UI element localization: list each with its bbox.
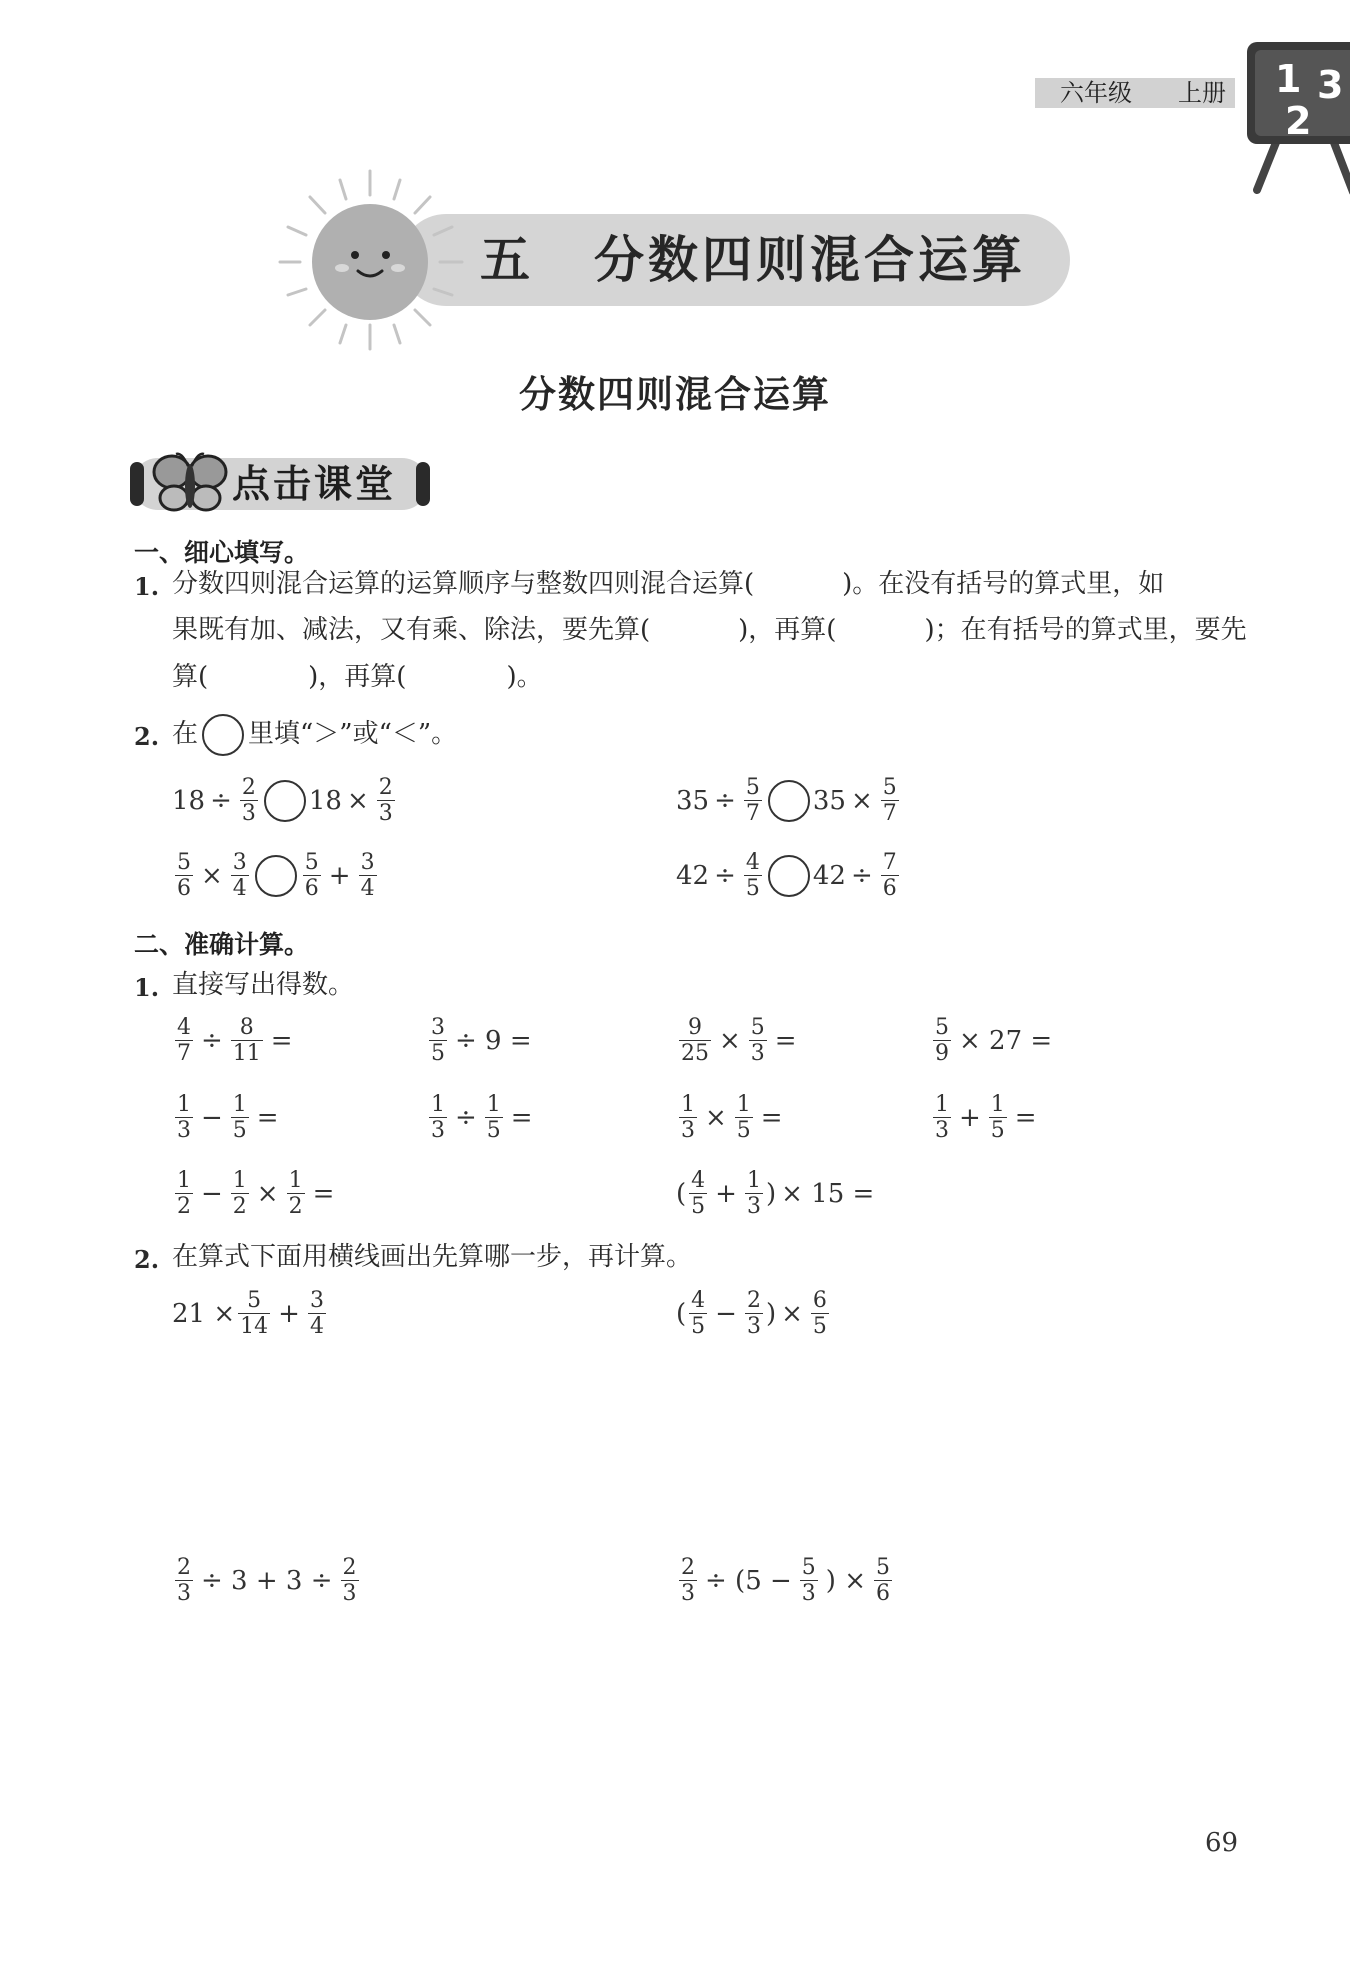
direct-q-text: 直接写出得数。 bbox=[172, 970, 355, 1000]
operator: × bbox=[201, 860, 223, 891]
numerator: 3 bbox=[232, 850, 247, 875]
fraction bbox=[679, 1555, 697, 1606]
operator: ÷ bbox=[850, 860, 873, 891]
fraction bbox=[485, 1092, 503, 1143]
volume-label: 上册 bbox=[1178, 79, 1226, 107]
denominator: 11 bbox=[232, 1041, 261, 1066]
equals: = bbox=[774, 1025, 797, 1056]
equals: = bbox=[270, 1025, 293, 1056]
expression-part: ÷ (5 − bbox=[705, 1565, 792, 1596]
denominator: 2 bbox=[177, 1194, 191, 1219]
numerator: 5 bbox=[750, 1015, 765, 1040]
fraction bbox=[933, 1015, 951, 1066]
butterfly-icon bbox=[150, 448, 230, 518]
numerator: 1 bbox=[681, 1092, 695, 1117]
section1-title: 一、细心填写。 bbox=[134, 538, 310, 567]
operator: − bbox=[715, 1298, 737, 1329]
fraction bbox=[231, 1092, 249, 1143]
number: 18 bbox=[172, 785, 206, 816]
operator: ÷ bbox=[455, 1102, 477, 1133]
operator: × bbox=[781, 1298, 803, 1329]
paren: ( bbox=[676, 1298, 687, 1329]
number: 18 bbox=[308, 785, 342, 816]
numerator: 7 bbox=[882, 850, 897, 875]
denominator: 3 bbox=[241, 801, 256, 826]
denominator: 5 bbox=[990, 1118, 1005, 1143]
fraction bbox=[689, 1288, 707, 1339]
q1-text: )。在没有括号的算式里，如 bbox=[842, 569, 1165, 599]
expression-tail: × 27 = bbox=[959, 1025, 1053, 1056]
section2-title: 二、准确计算。 bbox=[134, 930, 310, 959]
number: 42 bbox=[676, 860, 710, 891]
underline-q-text: 在算式下面用横线画出先算哪一步，再计算。 bbox=[172, 1242, 693, 1272]
denominator: 4 bbox=[360, 876, 375, 901]
board-digit-1: 1 bbox=[1275, 57, 1302, 101]
numerator: 2 bbox=[177, 1555, 191, 1580]
denominator: 3 bbox=[378, 801, 393, 826]
operator: × bbox=[850, 785, 873, 816]
fraction bbox=[429, 1015, 447, 1066]
direct-item bbox=[172, 1015, 298, 1066]
fraction bbox=[679, 1092, 697, 1143]
expression-part: 21 × bbox=[172, 1298, 236, 1329]
denominator: 9 bbox=[935, 1041, 949, 1066]
fraction bbox=[231, 1168, 249, 1219]
denominator: 3 bbox=[177, 1581, 191, 1606]
numerator: 3 bbox=[360, 850, 375, 875]
numerator: 1 bbox=[232, 1092, 247, 1117]
q1-text: )；在有括号的算式里，要先 bbox=[924, 615, 1247, 645]
operator: − bbox=[201, 1178, 223, 1209]
numerator: 9 bbox=[688, 1015, 702, 1040]
fraction bbox=[874, 1555, 892, 1606]
fraction bbox=[811, 1288, 829, 1339]
denominator: 14 bbox=[240, 1314, 269, 1339]
fill-q1-line1 bbox=[172, 562, 1164, 607]
compare-circle[interactable] bbox=[255, 855, 297, 897]
unit-name: 分数四则混合运算 bbox=[594, 231, 1026, 289]
denominator: 3 bbox=[177, 1118, 191, 1143]
compare-item bbox=[676, 775, 902, 826]
direct-item bbox=[930, 1015, 1057, 1066]
direct-item bbox=[172, 1092, 284, 1143]
denominator: 3 bbox=[801, 1581, 816, 1606]
q1-text: 算( bbox=[172, 662, 209, 692]
numerator: 2 bbox=[681, 1555, 695, 1580]
operator: + bbox=[715, 1178, 737, 1209]
q1-text: 分数四则混合运算的运算顺序与整数四则混合运算( bbox=[172, 569, 755, 599]
fraction bbox=[735, 1092, 753, 1143]
fraction bbox=[881, 850, 899, 901]
direct-item bbox=[676, 1015, 802, 1066]
denominator: 5 bbox=[691, 1194, 706, 1219]
compare-circle[interactable] bbox=[768, 855, 810, 897]
numerator: 4 bbox=[177, 1015, 191, 1040]
calc-expression bbox=[676, 1288, 832, 1339]
fraction bbox=[359, 850, 377, 901]
numerator: 1 bbox=[486, 1092, 501, 1117]
page-number: 69 bbox=[1205, 1828, 1239, 1858]
compare-item bbox=[172, 775, 398, 826]
denominator: 5 bbox=[486, 1118, 501, 1143]
denominator: 7 bbox=[745, 801, 760, 826]
direct-item bbox=[426, 1015, 537, 1066]
denominator: 3 bbox=[681, 1118, 695, 1143]
grade-label: 六年级 bbox=[1060, 79, 1132, 107]
equals: = bbox=[312, 1178, 335, 1209]
fraction bbox=[175, 1092, 193, 1143]
denominator: 2 bbox=[232, 1194, 247, 1219]
numerator: 5 bbox=[745, 775, 760, 800]
numerator: 2 bbox=[241, 775, 256, 800]
numerator: 1 bbox=[935, 1092, 949, 1117]
paren: ( bbox=[676, 1178, 687, 1209]
calc-expression bbox=[172, 1555, 362, 1606]
fraction bbox=[933, 1092, 951, 1143]
compare-circle[interactable] bbox=[264, 780, 306, 822]
numerator: 3 bbox=[431, 1015, 445, 1040]
number: 42 bbox=[812, 860, 846, 891]
fraction bbox=[749, 1015, 767, 1066]
denominator: 6 bbox=[304, 876, 319, 901]
fraction bbox=[175, 850, 193, 901]
number: 35 bbox=[676, 785, 710, 816]
fraction bbox=[745, 1168, 763, 1219]
denominator: 3 bbox=[342, 1581, 357, 1606]
numerator: 5 bbox=[177, 850, 191, 875]
board-digit-2: 2 bbox=[1285, 99, 1312, 143]
numerator: 2 bbox=[746, 1288, 761, 1313]
paren: ) bbox=[765, 1298, 777, 1329]
numerator: 1 bbox=[177, 1092, 191, 1117]
denominator: 25 bbox=[681, 1041, 709, 1066]
q1-text: 果既有加、减法，又有乘、除法，要先算( bbox=[172, 615, 651, 645]
numerator: 5 bbox=[876, 1555, 890, 1580]
direct-item bbox=[930, 1092, 1042, 1143]
question-number: 2. bbox=[134, 722, 160, 751]
denominator: 3 bbox=[935, 1118, 949, 1143]
numerator: 2 bbox=[342, 1555, 357, 1580]
denominator: 7 bbox=[177, 1041, 191, 1066]
question-number: 1. bbox=[134, 572, 160, 601]
operator: ÷ bbox=[714, 860, 736, 891]
paren: ) bbox=[765, 1178, 777, 1209]
denominator: 5 bbox=[691, 1314, 706, 1339]
board-digit-3: 3 bbox=[1317, 63, 1344, 107]
numerator: 4 bbox=[691, 1288, 706, 1313]
fraction bbox=[231, 1015, 263, 1066]
fraction bbox=[175, 1555, 193, 1606]
denominator: 4 bbox=[309, 1314, 324, 1339]
fraction bbox=[240, 775, 258, 826]
fraction bbox=[989, 1092, 1007, 1143]
calc-expression bbox=[676, 1555, 895, 1606]
operator: − bbox=[201, 1102, 223, 1133]
question-number: 2. bbox=[134, 1245, 160, 1274]
equals: = bbox=[256, 1102, 279, 1133]
numerator: 1 bbox=[177, 1168, 191, 1193]
numerator: 5 bbox=[801, 1555, 816, 1580]
numerator: 1 bbox=[288, 1168, 303, 1193]
circle-icon bbox=[202, 714, 244, 756]
numerator: 1 bbox=[736, 1092, 751, 1117]
numerator: 5 bbox=[247, 1288, 262, 1313]
operator: × bbox=[256, 1178, 279, 1209]
denominator: 2 bbox=[288, 1194, 303, 1219]
sun-icon bbox=[270, 165, 470, 355]
operator: ÷ bbox=[201, 1025, 223, 1056]
operator: + bbox=[959, 1102, 981, 1133]
denominator: 6 bbox=[882, 876, 897, 901]
fraction bbox=[744, 775, 762, 826]
fill-q2-text bbox=[172, 712, 457, 757]
numerator: 4 bbox=[691, 1168, 706, 1193]
operator: + bbox=[278, 1298, 300, 1329]
numerator: 1 bbox=[431, 1092, 445, 1117]
fraction bbox=[341, 1555, 359, 1606]
fraction bbox=[429, 1092, 447, 1143]
direct-item bbox=[676, 1092, 788, 1143]
denominator: 4 bbox=[232, 876, 247, 901]
denominator: 6 bbox=[876, 1581, 890, 1606]
fraction bbox=[308, 1288, 326, 1339]
numerator: 4 bbox=[745, 850, 760, 875]
fraction bbox=[238, 1288, 270, 1339]
denominator: 6 bbox=[177, 876, 191, 901]
equals: = bbox=[1014, 1102, 1037, 1133]
q2-text: 在 bbox=[172, 719, 199, 749]
question-number: 1. bbox=[134, 973, 160, 1002]
lesson-title: 分数四则混合运算 bbox=[519, 373, 831, 416]
expression-tail: ÷ 9 = bbox=[455, 1025, 532, 1056]
unit-number: 五 bbox=[480, 231, 534, 289]
fraction bbox=[175, 1015, 193, 1066]
numerator: 5 bbox=[935, 1015, 949, 1040]
fraction bbox=[881, 775, 899, 826]
numerator: 5 bbox=[882, 775, 897, 800]
compare-item bbox=[676, 850, 902, 901]
denominator: 3 bbox=[681, 1581, 695, 1606]
operator: × bbox=[719, 1025, 741, 1056]
operator: × bbox=[705, 1102, 727, 1133]
operator: ÷ bbox=[210, 785, 232, 816]
badge-right-cap bbox=[416, 462, 430, 506]
number: 35 bbox=[812, 785, 846, 816]
direct-item bbox=[172, 1168, 339, 1219]
expression-part: ÷ 3 + 3 ÷ bbox=[201, 1565, 333, 1596]
fraction bbox=[287, 1168, 305, 1219]
numerator: 5 bbox=[304, 850, 319, 875]
direct-item bbox=[676, 1168, 879, 1219]
denominator: 3 bbox=[746, 1194, 761, 1219]
blackboard-icon bbox=[1245, 40, 1350, 200]
fraction bbox=[231, 850, 249, 901]
direct-item bbox=[426, 1092, 538, 1143]
numerator: 1 bbox=[990, 1092, 1005, 1117]
fraction bbox=[745, 1288, 763, 1339]
fraction bbox=[303, 850, 321, 901]
q1-text: )，再算( bbox=[738, 615, 837, 645]
q2-text: 里填“＞”或“＜”。 bbox=[248, 719, 458, 749]
numerator: 8 bbox=[239, 1015, 254, 1040]
unit-title bbox=[480, 220, 1026, 300]
denominator: 5 bbox=[431, 1041, 445, 1066]
expression-part: ) × bbox=[825, 1565, 866, 1596]
operator: × bbox=[346, 785, 369, 816]
denominator: 7 bbox=[882, 801, 897, 826]
fraction bbox=[744, 850, 762, 901]
numerator: 3 bbox=[309, 1288, 324, 1313]
fill-q1-line3 bbox=[172, 655, 543, 700]
q1-text: )，再算( bbox=[308, 662, 407, 692]
q1-text: )。 bbox=[506, 662, 543, 692]
compare-circle[interactable] bbox=[768, 780, 810, 822]
numerator: 1 bbox=[746, 1168, 761, 1193]
fraction bbox=[377, 775, 395, 826]
fraction bbox=[175, 1168, 193, 1219]
compare-item bbox=[172, 850, 380, 901]
equals: = bbox=[760, 1102, 783, 1133]
operator: + bbox=[328, 860, 351, 891]
denominator: 3 bbox=[746, 1314, 761, 1339]
numerator: 1 bbox=[232, 1168, 247, 1193]
badge-left-cap bbox=[130, 462, 144, 506]
calc-expression bbox=[172, 1288, 329, 1339]
operator: ÷ bbox=[714, 785, 736, 816]
denominator: 5 bbox=[232, 1118, 247, 1143]
expression-tail: × 15 = bbox=[781, 1178, 875, 1209]
fraction bbox=[800, 1555, 818, 1606]
equals: = bbox=[510, 1102, 533, 1133]
fraction bbox=[689, 1168, 707, 1219]
numerator: 6 bbox=[812, 1288, 827, 1313]
denominator: 5 bbox=[736, 1118, 751, 1143]
numerator: 2 bbox=[378, 775, 393, 800]
denominator: 3 bbox=[431, 1118, 445, 1143]
fill-q1-line2 bbox=[172, 608, 1247, 653]
denominator: 5 bbox=[745, 876, 760, 901]
denominator: 5 bbox=[812, 1314, 827, 1339]
badge-label: 点击课堂 bbox=[232, 462, 397, 506]
fraction bbox=[679, 1015, 711, 1066]
denominator: 3 bbox=[750, 1041, 765, 1066]
